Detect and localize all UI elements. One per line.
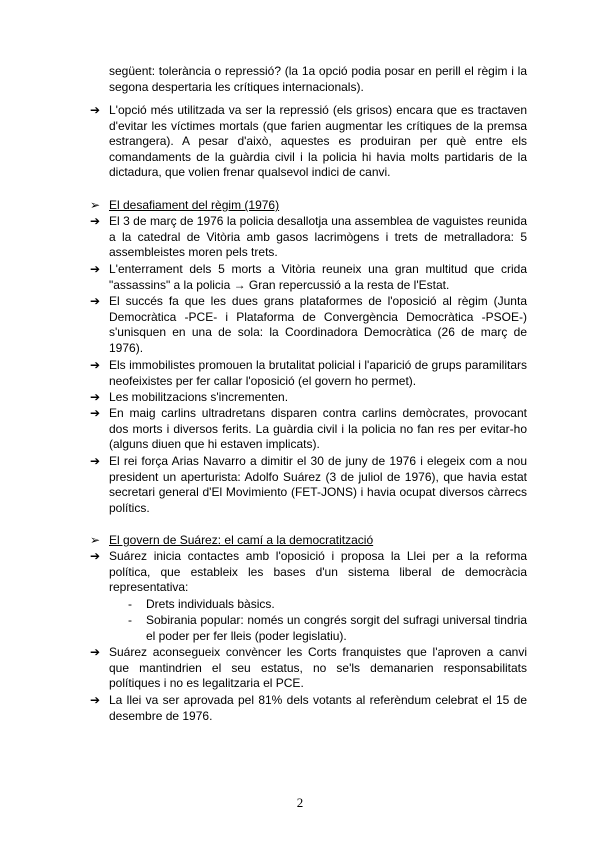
- section-heading-suarez: ➢ El govern de Suárez: el camí a la democratització: [90, 533, 374, 547]
- bullet-corts: ➔ Suárez aconsegueix convèncer les Corts franquistes que l'aproven a canvi que mantindrien el seu estatus, no se'ls demanarien responsabilitats polítiques i no es legalitzaria el PCE.: [90, 645, 527, 690]
- bullet-coordinadora: ➔ El succés fa que les dues grans plataformes de l'oposició al règim (Junta Democràtica -PCE- i Plataforma de Convergència Democràtica -PSOE-) s'unisquen en una de sola: la Coordinadora Democràtica (26 de març de 1976).: [90, 294, 527, 355]
- page-number: 2: [296, 795, 304, 810]
- arrow-bullet-icon: ➔: [90, 693, 101, 707]
- arrow-bullet-icon: ➔: [90, 294, 101, 308]
- bullet-carlins: ➔ En maig carlins ultradretans disparen contra carlins demòcrates, provocant dos morts i diversos ferits. La guàrdia civil i la policia no fan res per evitar-ho (alguns diuen que hi estaven implicats).: [90, 406, 527, 451]
- sub-item-sovereignty: - Sobirania popular: només un congrés sorgit del sufragi universal tindria el poder per fer lleis (poder legislatiu).: [128, 613, 527, 643]
- bullet-immobilists: ➔ Els immobilistes promouen la brutalitat policial i l'aparició de grups paramilitars neofeixistes per fer callar l'oposició (el govern ho permet).: [90, 358, 527, 388]
- bullet-funeral: ➔ L'enterrament dels 5 morts a Vitòria reuneix una gran multitud que crida "assassins" a la policia → Gran repercussió a la resta de l'Estat.: [90, 262, 527, 292]
- arrow-bullet-icon: ➔: [90, 454, 101, 468]
- dash-bullet: -: [128, 597, 132, 611]
- bullet-political-reform: ➔ Suárez inicia contactes amb l'oposició i proposa la Llei per a la reforma política, que estableix les bases d'un sistema liberal de democràcia representativa:: [90, 549, 527, 594]
- arrow-bullet-icon: ➔: [90, 214, 101, 228]
- section-heading-challenge: ➢ El desafiament del règim (1976): [90, 198, 280, 212]
- bullet-mobilizations: ➔ Les mobilitzacions s'incrementen.: [90, 390, 289, 404]
- arrow-bullet-icon: ➔: [90, 262, 101, 276]
- continued-paragraph: següent: tolerància o repressió? (la 1a opció podia posar en perill el règim i la segona despertaria les crítiques internacionals).: [109, 64, 527, 94]
- bullet-referendum: ➔ La llei va ser aprovada pel 81% dels votants al referèndum celebrat el 15 de desembre de 1976.: [90, 693, 527, 723]
- bullet-arias-navarro: ➔ El rei força Arias Navarro a dimitir el 30 de juny de 1976 i elegeix com a nou president un aperturista: Adolfo Suárez (3 de juliol de 1976), que havia estat secretari general d'El Movimiento (FET-JONS) i havia ocupat diversos càrrecs polítics.: [90, 454, 527, 515]
- arrow-bullet-icon: ➔: [90, 549, 101, 563]
- bullet-repression: ➔ L'opció més utilitzada va ser la repressió (els grisos) encara que es tractaven d'evitar les víctimes mortals (que farien augmentar les crítiques de la premsa estrangera). A pesar d'això, aquestes es produiran per què entre els comandaments de la guàrdia civil i la policia hi havia molts partidaris de la dictadura, que volien frenar qualsevol indici de canvi.: [90, 103, 527, 179]
- triangle-bullet-icon: ➢: [90, 198, 101, 212]
- arrow-bullet-icon: ➔: [90, 645, 101, 659]
- arrow-bullet-icon: ➔: [90, 358, 101, 372]
- arrow-bullet-icon: ➔: [90, 406, 101, 420]
- dash-bullet: -: [128, 613, 132, 627]
- sub-item-rights: - Drets individuals bàsics.: [128, 597, 275, 611]
- triangle-bullet-icon: ➢: [90, 533, 101, 547]
- bullet-vitoria-assembly: ➔ El 3 de març de 1976 la policia desallotja una assemblea de vaguistes reunida a la catedral de Vitòria amb gasos lacrimògens i trets de metralladora: 5 assembleistes moren pels trets.: [90, 214, 527, 259]
- arrow-bullet-icon: ➔: [90, 390, 101, 404]
- arrow-bullet-icon: ➔: [90, 103, 101, 117]
